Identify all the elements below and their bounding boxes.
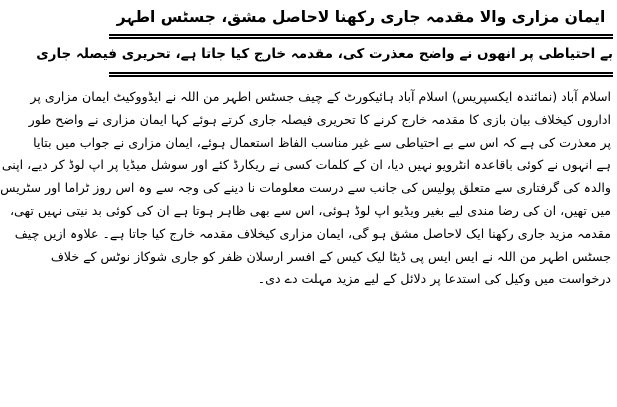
body-line: والدہ کی گرفتاری سے متعلق پولیس کی جانب سے درست معلومات نا دینے کی وجہ سے وہ اس روز ٹراما اور سٹریس (0, 180, 611, 196)
divider-rule (109, 34, 613, 36)
body-line: پر معذرت کی ہے کہ اس سے بے احتیاطی سے غیر مناسب الفاظ استعمال ہوئے، ایمان مزاری نے جواب میں بتایا (33, 134, 611, 150)
article-body (0, 86, 611, 291)
body-line: اداروں کیخلاف بیان بازی کا مقدمہ خارج کرنے کا تحریری فیصلہ جاری کرتے ہوئے کہا ایمان مزاری نے واضح طور (28, 111, 611, 127)
body-line: درخواست میں وکیل کی استدعا پر دلائل کے لیے مزید مہلت دے دی۔ (257, 271, 611, 287)
body-line: ہے انہوں نے کوئی باقاعدہ انٹرویو نہیں دیا، ان کے کلمات کسی نے ریکارڈ کئے اور سوشل میڈیا پر اپ لوڈ کر دیے، اپنی (1, 157, 611, 173)
body-line: اسلام آباد (نمائندہ ایکسپریس) اسلام آباد ہائیکورٹ کے چیف جسٹس اطہر من اللہ نے ایڈووکیٹ ایمان مزاری پر (30, 89, 611, 104)
subheadline: بے احتیاطی پر انھوں نے واضح معذرت کی، مقدمہ خارج کیا جاتا ہے، تحریری فیصلہ جاری (36, 46, 613, 62)
divider-rule (109, 75, 613, 77)
divider-rule (109, 37, 613, 39)
body-line: میں تھیں، ان کی رضا مندی لیے بغیر ویڈیو اپ لوڈ ہوئی، اس سے بھی ظاہر ہوتا ہے ان کی کوئی بد نیتی نہیں تھی، (9, 202, 611, 218)
divider-rule (109, 72, 613, 74)
headline: ایمان مزاری والا مقدمہ جاری رکھنا لاحاصل مشق، جسٹس اطہر (116, 8, 606, 26)
body-line: مقدمہ مزید جاری رکھنا ایک لاحاصل مشق ہو گی، ایمان مزاری کیخلاف مقدمہ خارج کیا جاتا ہے۔ علاوہ ازیں چیف (14, 225, 611, 241)
body-line: جسٹس اطہر من اللہ نے ایس ایس پی ڈیٹا لیک کیس کے افسر ارسلان ظفر کو جاری شوکاز نوٹس کے خلاف (50, 248, 611, 264)
